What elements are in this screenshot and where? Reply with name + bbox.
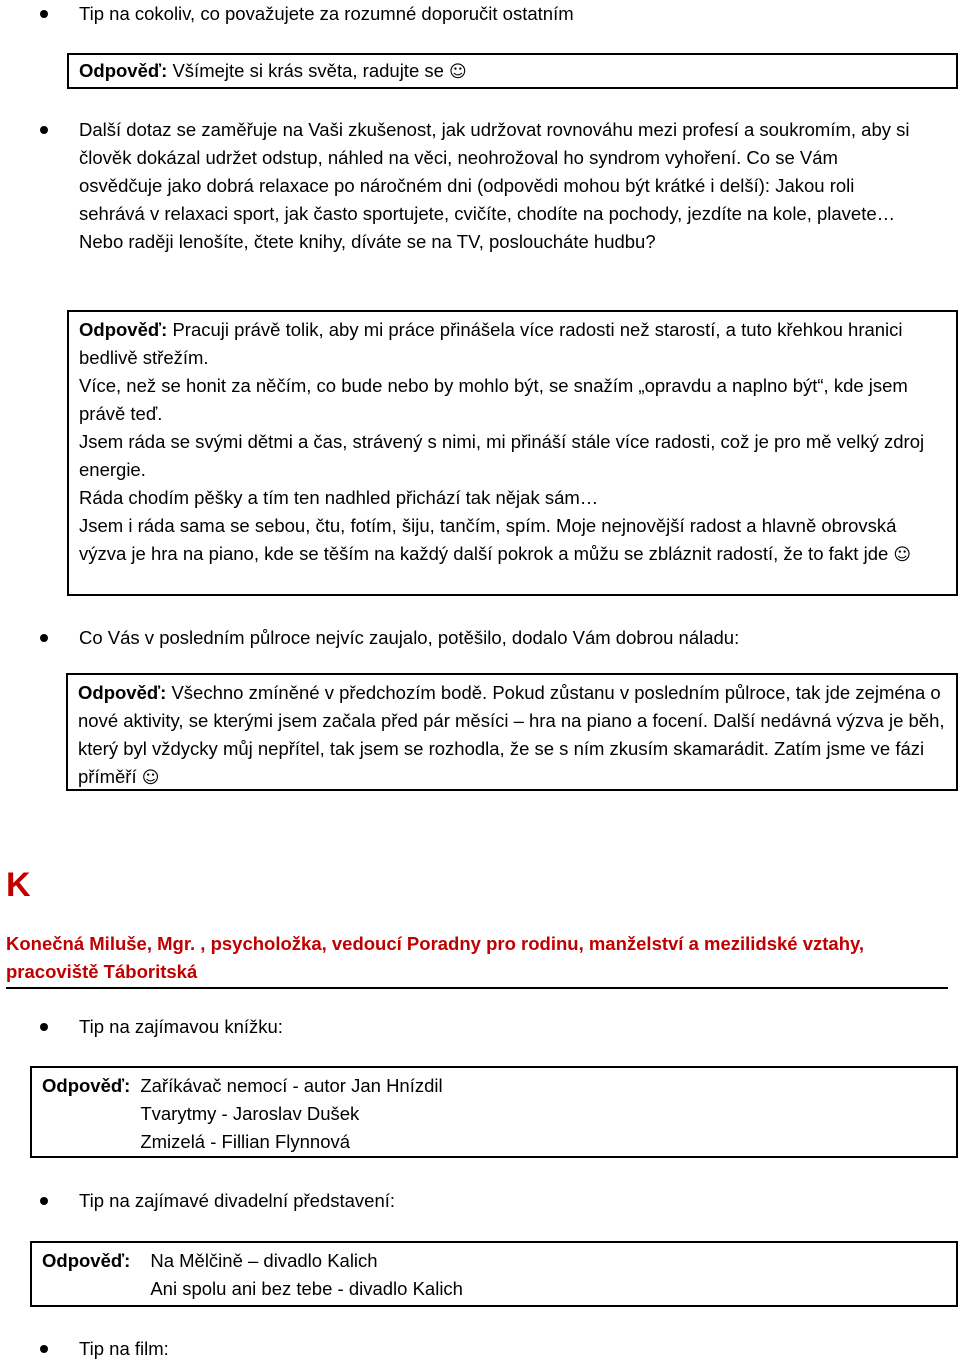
answer-text: Všechno zmíněné v předchozím bodě. Pokud zůstanu v posledním půlroce, tak jde zejména o nové aktivity, se kterými jsem začala před pár měsíci – hra na piano a focení. Další nedávná výzva je běh, který byl vždycky můj nepřítel, tak jsem se rozhodla, že se s ním zkusím skamarádit. Zatím jsme ve fázi příměří: [78, 682, 945, 787]
list-item: Ani spolu ani bez tebe - divadlo Kalich: [150, 1278, 463, 1299]
list-item: Na Mělčině – divadlo Kalich: [150, 1250, 378, 1271]
question-text: Tip na cokoliv, co považujete za rozumné doporučit ostatním: [79, 3, 574, 24]
list-item: Zaříkávač nemocí - autor Jan Hnízdil: [140, 1075, 443, 1096]
answer-text: Pracuji právě tolik, aby mi práce přinášela více radosti než starostí, a tuto křehkou hranici bedlivě střežím.: [79, 319, 903, 368]
question-item: [40, 116, 920, 256]
person-heading: Konečná Miluše, Mgr. , psycholožka, vedoucí Poradny pro rodinu, manželství a mezilidské vztahy, pracoviště Táboritská: [6, 933, 865, 982]
question-text: Tip na zajímavou knížku:: [79, 1016, 283, 1037]
question-text: Co Vás v posledním půlroce nejvíc zaujalo, potěšilo, dodalo Vám dobrou náladu:: [79, 627, 740, 648]
smiley-icon: ☺: [893, 545, 912, 565]
answer-label: Odpověď:: [42, 1250, 131, 1271]
answer-label: Odpověď:: [79, 60, 168, 81]
bullet-icon: [40, 1345, 48, 1353]
smiley-icon: ☺: [141, 768, 160, 788]
section-letter: K: [6, 866, 31, 904]
answer-paragraph: Jsem ráda se svými dětmi a čas, strávený s nimi, mi přináší stále více radosti, což je pro mě velký zdroj energie.: [79, 431, 925, 480]
answer-box: [67, 310, 958, 596]
answer-box: [30, 1241, 958, 1307]
bullet-icon: [40, 126, 48, 134]
question-item: [40, 1335, 920, 1363]
list-item: Tvarytmy - Jaroslav Dušek: [140, 1103, 360, 1124]
answer-label: Odpověď:: [42, 1075, 131, 1096]
question-text: Tip na zajímavé divadelní představení:: [79, 1190, 396, 1211]
answer-text: Všímejte si krás světa, radujte se: [167, 60, 450, 81]
question-item: [40, 1013, 920, 1041]
question-text: Další dotaz se zaměřuje na Vaši zkušenost, jak udržovat rovnováhu mezi profesí a soukromím, aby si člověk dokázal udržet odstup, náhled na věci, neohrožoval ho syndrom vyhoření. Co se Vám osvědčuje jako dobrá relaxace po náročném dni (odpovědi mohou být krátké i delší): Jakou roli sehrává v relaxaci sport, jak často sportujete, cvičíte, chodíte na pochody, jezdíte na kole, plavete… Nebo raději lenošíte, čtete knihy, díváte se na TV, posloucháte hudbu?: [79, 119, 910, 252]
bullet-icon: [40, 634, 48, 642]
answer-box: [66, 673, 958, 791]
divider: [6, 987, 948, 989]
bullet-icon: [40, 10, 48, 18]
smiley-icon: ☺: [449, 62, 467, 82]
question-text: Tip na film:: [79, 1338, 169, 1359]
answer-paragraph: Ráda chodím pěšky a tím ten nadhled přichází tak nějak sám…: [79, 487, 599, 508]
question-item: [40, 1187, 920, 1215]
list-item: Zmizelá - Fillian Flynnová: [140, 1131, 351, 1152]
answer-box: [67, 53, 958, 89]
bullet-icon: [40, 1197, 48, 1205]
answer-box: [30, 1066, 958, 1158]
question-item: [40, 624, 920, 652]
answer-label: Odpověď:: [79, 319, 168, 340]
answer-label: Odpověď:: [78, 682, 167, 703]
bullet-icon: [40, 1023, 48, 1031]
answer-paragraph: Více, než se honit za něčím, co bude nebo by mohlo být, se snažím „opravdu a naplno být“, kde jsem právě teď.: [79, 375, 908, 424]
answer-paragraph: Jsem i ráda sama se sebou, čtu, fotím, šiju, tančím, spím. Moje nejnovější radost a hlavně obrovská výzva je hra na piano, kde se těším na každý další pokrok a můžu se zbláznit radostí, že to fakt jde: [79, 515, 897, 564]
question-item: [40, 0, 920, 28]
